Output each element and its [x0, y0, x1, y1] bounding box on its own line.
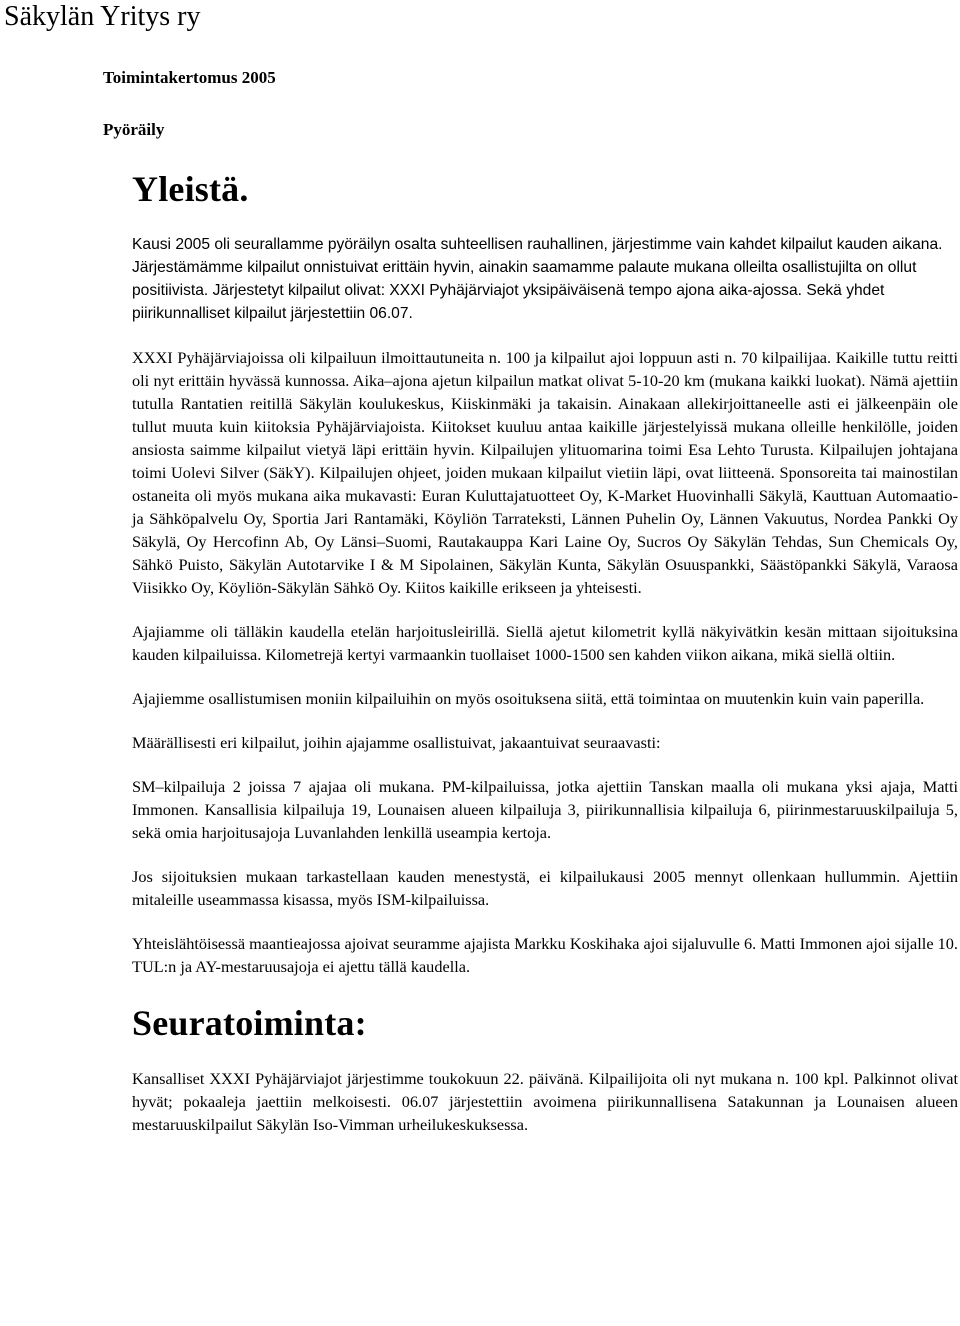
report-section-name: Pyöräily [103, 120, 165, 139]
section-heading-general: Yleistä. [132, 169, 249, 209]
paragraph-race-counts: SM–kilpailuja 2 joissa 7 ajajaa oli mukana. PM-kilpailuissa, jotka ajettiin Tanskan maalla oli mukana yksi ajaja, Matti Immonen. Kansallisia kilpailuja 19, Lounaisen alueen kilpailuja 3, piirikunnallisia kilpailuja 6, piirinmestaruuskilpailuja 5, sekä omia harjoitusajoja Luvanlahden lenkillä useampia kertoja. [132, 777, 958, 842]
section-heading-club-activity: Seuratoiminta: [132, 1003, 367, 1043]
document-header-title: Säkylän Yritys ry [4, 1, 201, 32]
paragraph-participation: Ajajiemme osallistumisen moniin kilpailuihin on myös osoituksena siitä, että toimintaa on muutenkin kuin vain paperilla. [132, 689, 925, 708]
paragraph-pyhajarviajot-details: XXXI Pyhäjärviajoissa oli kilpailuun ilmoittautuneita n. 100 ja kilpailut ajoi loppuun asti n. 70 kilpailijaa. Kaikille tuttu reitti oli nyt erittäin hyvässä kunnossa. Aika–ajona ajetun kilpailun matkat olivat 5-10-20 km (mukana kaikki luokat). Nämä ajettiin tutulla Rantatien reitillä Säkylän koulukeskus, Kiiskinmäki ja takaisin. Ainakaan allekirjoittaneelle asti ei jälkeenpäin ole tullut muuta kuin kiitoksia Pyhäjärviajoista. Kiitokset kuuluu antaa kaikille järjestelyissä mukana olleille henkilölle, joiden ansiosta saimme kilpailut vietyä läpi erittäin hyvin. Kilpailujen ylituomarina toimi Esa Lehto Turusta. Kilpailujen johtajana toimi Uolevi Silver (SäkY). Kilpailujen ohjeet, joiden mukaan kilpailut vietiin läpi, ovat liitteenä. Sponsoreita tai mainostilan ostaneita oli myös mukana aika mukavasti: Euran Kuluttajatuotteet Oy, K-Market Huovinhalli Säkylä, Kauttuan Automaatio- ja Sähköpalvelu Oy, Sportia Jari Rantamäki, Köyliön Tarrateksti, Lännen Puhelin Oy, Lännen Vakuutus, Nordea Pankki Oy Säkylä, Oy Hercofinn Ab, Oy Länsi–Suomi, Rautakauppa Kari Laine Oy, Sucros Oy Säkylän Tehdas, Sun Chemicals Oy, Sähkö Puisto, Säkylän Autotarvike I & M Sipolainen, Säkylän Kunta, Säkylän Osuuspankki, Säästöpankki Säkylä, Varaosa Viisikko Oy, Köyliön-Säkylän Sähkö Oy. Kiitos kaikille erikseen ja yhteisesti. [132, 348, 958, 597]
paragraph-road-race-results: Yhteislähtöisessä maantieajossa ajoivat seuramme ajajista Markku Koskihaka ajoi sijaluvulle 6. Matti Immonen ajoi sijalle 10. TUL:n ja AY-mestaruusajoja ei ajettu tällä kaudella. [132, 934, 958, 976]
document-body [132, 165, 958, 1157]
paragraph-race-count-intro: Määrällisesti eri kilpailut, joihin ajajamme osallistuivat, jakaantuivat seuraavasti: [132, 733, 661, 752]
paragraph-season-success: Jos sijoituksien mukaan tarkastellaan kauden menestystä, ei kilpailukausi 2005 mennyt ollenkaan hullummin. Ajettiin mitaleille useammassa kisassa, myös ISM-kilpailuissa. [132, 867, 958, 909]
paragraph-club-activity: Kansalliset XXXI Pyhäjärviajot järjestimme toukokuun 22. päivänä. Kilpailijoita oli nyt mukana n. 100 kpl. Palkinnot olivat hyvät; pokaaleja jaettiin melkoisesti. 06.07 järjestettiin avoimena piirikunnallisena Satakunnan ja Lounaisen alueen mestaruuskilpailut Säkylän Iso-Vimman urheilukeskuksessa. [132, 1069, 958, 1134]
report-title: Toimintakertomus 2005 [103, 68, 276, 87]
paragraph-season-overview: Kausi 2005 oli seurallamme pyöräilyn osalta suhteellisen rauhallinen, järjestimme vain kahdet kilpailut kauden aikana. Järjestämämme kilpailut onnistuivat erittäin hyvin, ainakin saamamme palaute mukana olleilta osallistujilta on ollut positiivista. Järjestetyt kilpailut olivat: XXXI Pyhäjärviajot yksipäiväisenä tempo ajona aika-ajossa. Sekä yhdet piirikunnalliset kilpailut järjestettiin 06.07. [132, 236, 943, 322]
paragraph-training-camp: Ajajiamme oli tälläkin kaudella etelän harjoitusleirillä. Siellä ajetut kilometrit kyllä näkyivätkin kesän mittaan sijoituksina kauden kilpailuissa. Kilometrejä kertyi varmaankin tuollaiset 1000-1500 sen kahden viikon aikana, mikä siellä oltiin. [132, 622, 958, 664]
